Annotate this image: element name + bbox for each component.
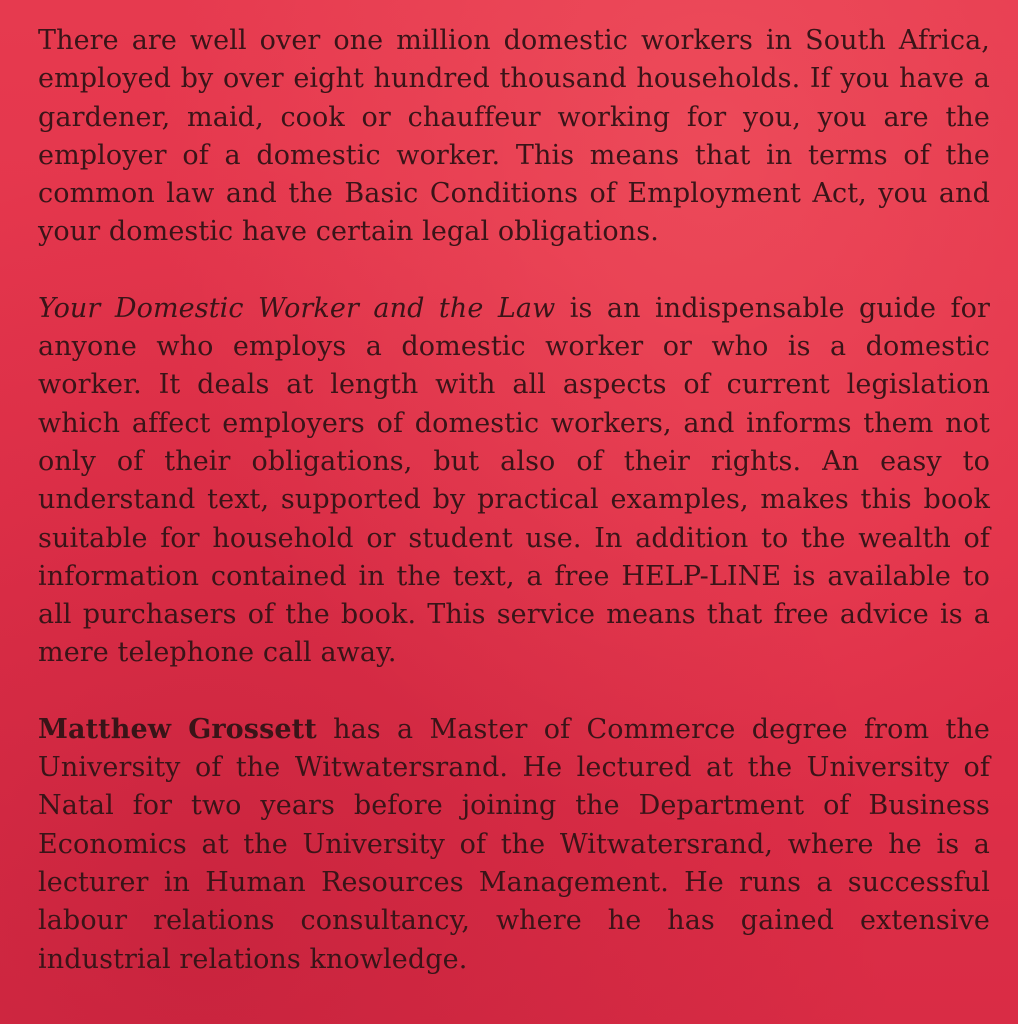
back-cover-text: [38, 22, 990, 979]
book-title: Your Domestic Worker and the Law: [38, 292, 556, 324]
book-description-paragraph: [38, 290, 990, 673]
author-bio-text: has a Master of Commerce degree from the University of the Witwatersrand. He lectured at the University of Natal for two years before joining the Department of Business Economics at the University of the Witwatersrand, where he is a lecturer in Human Resources Management. He runs a successful labour relations consultancy, where he has gained extensive industrial relations knowledge.: [38, 713, 990, 975]
intro-paragraph: There are well over one million domestic workers in South Africa, employed by over eight hundred thousand households. If you have a gardener, maid, cook or chauffeur working for you, you are the employer of a domestic worker. This means that in terms of the common law and the Basic Conditions of Employment Act, you and your domestic have certain legal obligations.: [38, 25, 990, 248]
author-bio-paragraph: [38, 711, 990, 979]
author-name: Matthew Grossett: [38, 713, 317, 745]
book-description-text: is an indispensable guide for anyone who employs a domestic worker or who is a domestic worker. It deals at length with all aspects of current legislation which affect employers of domestic workers, and informs them not only of their obligations, but also of their rights. An easy to understand text, supported by practical examples, makes this book suitable for household or student use. In addition to the wealth of information contained in the text, a free HELP-LINE is available to all purchasers of the book. This service means that free advice is a mere telephone call away.: [38, 292, 990, 669]
